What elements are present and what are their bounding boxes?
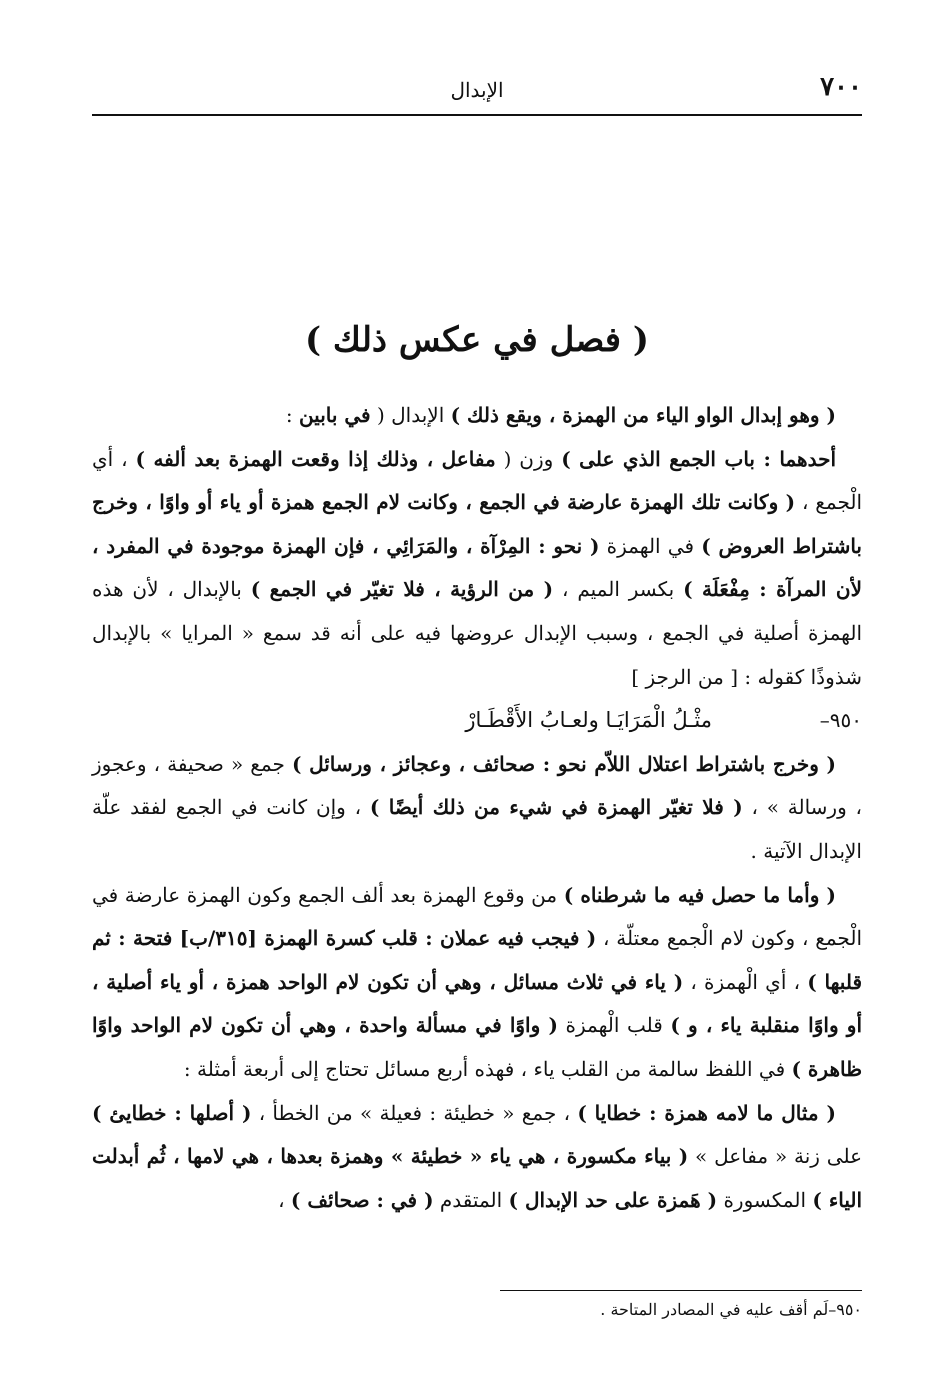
- bold-text-segment: أحدهما : باب الجمع الذي على ): [561, 446, 837, 471]
- bold-text-segment: ( في : صحائف ): [290, 1187, 434, 1212]
- bold-text-segment: ( ياء في ثلاث مسائل ، وهي أن تكون لام الواحد همزة ، أو ياء أصلية ، أو واوًا منقلبة ياء ، و ): [92, 969, 862, 1038]
- running-header: [92, 70, 862, 116]
- paragraph: [92, 394, 862, 438]
- bold-text-segment: ( وخرج باشتراط اعتلال اللاّم نحو : صحائف ، وعجائز ، ورسائل ): [291, 751, 836, 776]
- text-segment: قلب الْهمزة: [557, 1013, 671, 1038]
- text-segment: على زنة « مفاعل »: [688, 1144, 863, 1169]
- text-segment: :: [285, 403, 299, 427]
- bold-text-segment: ( نحو : المِرْآة ، والمَرَائِي ، فإن الهمزة موجودة في المفرد ، لأن المرآة : مِفْعَلَة ): [92, 533, 862, 602]
- text-segment: المتقدم: [433, 1187, 509, 1212]
- text-segment: ، وإن كانت في الجمع لفقد علّة الإبدال الآتية .: [92, 795, 862, 863]
- bold-text-segment: ( واوًا في مسألة واحدة ، وهي أن تكون لام الواحد واوًا ظاهرة ): [92, 1013, 862, 1081]
- text-segment: ،: [278, 1187, 291, 1212]
- poetry-verse: [92, 699, 862, 743]
- bold-text-segment: ( وهو إبدال الواو الياء من الهمزة ، ويقع ذلك ): [450, 403, 836, 427]
- text-segment: من وقوع الهمزة بعد ألف الجمع وكون الهمزة عارضة في الْجمع ، وكون لام الْجمع معتلّة ،: [92, 882, 862, 951]
- text-segment: ، جمع « خطيئة : فعيلة » من الخطأ ،: [251, 1100, 578, 1125]
- text-segment: ، أي الْجمع ،: [92, 446, 862, 515]
- text-segment: في الهمزة: [599, 533, 702, 558]
- paragraph: [92, 874, 862, 1092]
- body-text: [92, 394, 862, 1222]
- paragraph: [92, 1092, 862, 1223]
- bold-text-segment: ( مثال ما لامه همزة : خطايا ): [577, 1100, 836, 1125]
- text-segment: في اللفظ سالمة من القلب ياء ، فهذه أربع مسائل تحتاج إلى أربعة أمثلة :: [183, 1056, 792, 1081]
- bold-text-segment: مفاعل ، وذلك إذا وقعت الهمزة بعد ألفه ): [135, 446, 496, 471]
- text-segment: الإبدال (: [370, 403, 451, 427]
- verse-number: ٩٥٠–: [819, 708, 862, 733]
- paragraph: [92, 438, 862, 700]
- bold-text-segment: ( بياء مكسورة ، هي ياء « خطيئة » وهمزة بعدها ، هي لامها ، ثُم أبدلت الياء ): [92, 1144, 862, 1212]
- text-segment: بالإبدال ، لأن هذه الهمزة أصلية في الجمع ، وسبب الإبدال عروضها فيه على أنه قد سمع « المرايا » بالإبدال شذوذًا كقوله : [ من الرجز ]: [92, 577, 862, 689]
- footnote-divider: [500, 1290, 862, 1291]
- text-segment: ، أي الْهمزة ،: [683, 969, 808, 994]
- bold-text-segment: ( وكانت تلك الهمزة عارضة في الجمع ، وكانت لام الجمع همزة أو ياء أو واوًا ، وخرج باشتراط العروض ): [92, 490, 862, 558]
- section-heading: ( فصل في عكس ذلك ): [304, 320, 649, 360]
- running-title: الإبدال: [450, 78, 504, 102]
- text-segment: وزن (: [495, 446, 562, 471]
- footnote: ٩٥٠–لَم أقف عليه في المصادر المتاحة .: [600, 1300, 862, 1319]
- bold-text-segment: ( وأما ما حصل فيه ما شرطناه ): [563, 882, 836, 907]
- bold-text-segment: ( من الرؤية ، فلا تغيّر في الجمع ): [250, 577, 554, 602]
- bold-text-segment: ( فيجب فيه عملان : قلب كسرة الهمزة [٣١٥/ب] فتحة : ثم قلبها ): [92, 926, 863, 994]
- page-number: ٧٠٠: [820, 72, 862, 102]
- bold-text-segment: ( هَمزة على حد الإبدال ): [508, 1187, 718, 1212]
- bold-text-segment: ( فلا تغيّر الهمزة في شيء من ذلك أيضًا ): [369, 795, 743, 820]
- bold-text-segment: في بابين: [298, 403, 371, 427]
- verse-text: مثْـلُ الْمَرَايَـا ولعـابُ الأَقْطَـارْ: [465, 708, 712, 733]
- text-segment: المكسورة: [717, 1187, 813, 1212]
- text-segment: بكسر الميم ،: [553, 577, 684, 602]
- bold-text-segment: ( أصلها : خطايئ ): [92, 1100, 252, 1125]
- text-segment: جمع « صحيفة ، وعجوز ، ورسالة » ،: [92, 751, 863, 820]
- paragraph: [92, 743, 862, 874]
